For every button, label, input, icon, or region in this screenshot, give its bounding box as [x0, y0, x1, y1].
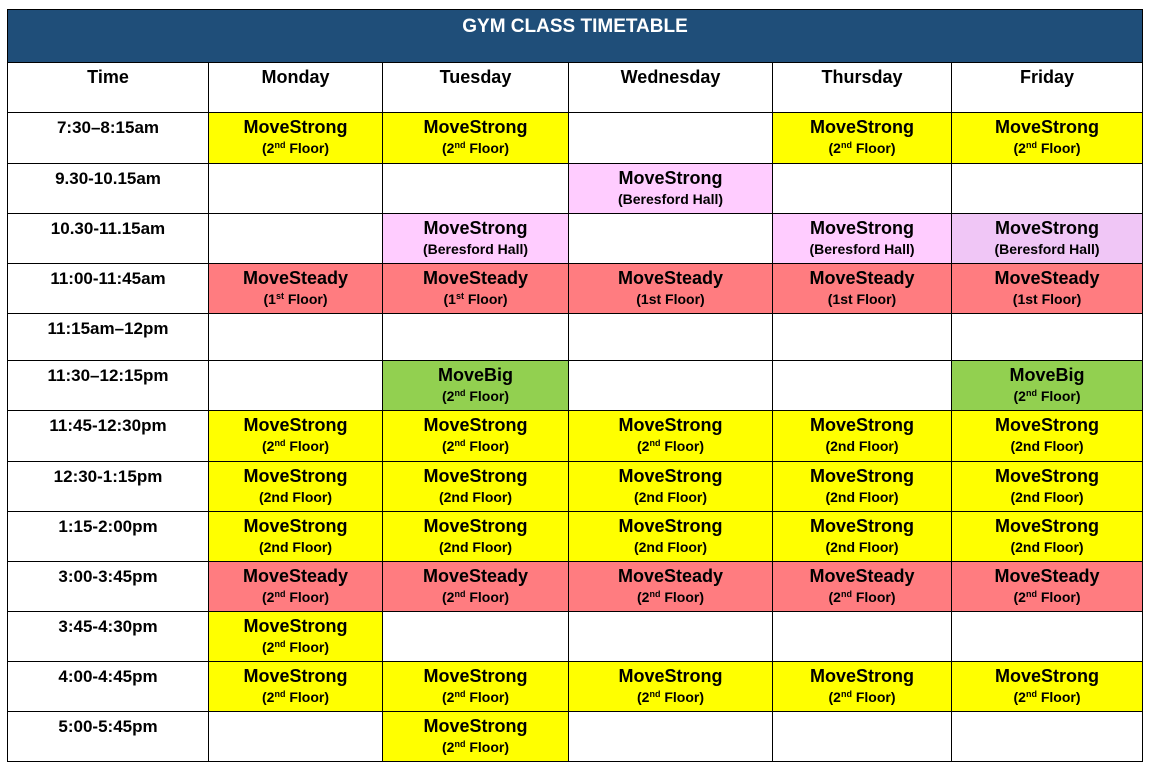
- class-name: MoveStrong: [423, 666, 528, 686]
- class-location: [952, 138, 1142, 158]
- time-slot-label: 11:00-11:45am: [8, 264, 209, 314]
- time-slot-label: 3:45-4:30pm: [8, 612, 209, 662]
- class-name: MoveSteady: [422, 268, 529, 288]
- title-row: [8, 10, 1143, 63]
- class-location: [383, 737, 568, 757]
- table-row: [8, 562, 1143, 612]
- location-text-suffix: Floor): [1036, 388, 1081, 404]
- class-location: [773, 687, 951, 707]
- class-cell: [209, 264, 383, 314]
- location-text: (2: [828, 589, 841, 605]
- floor-ordinal-suffix: nd: [454, 739, 466, 749]
- class-cell: [773, 462, 952, 512]
- location-text: (2: [1013, 140, 1026, 156]
- class-name: MoveSteady: [242, 268, 349, 288]
- class-cell: [569, 662, 773, 712]
- class-location: [569, 587, 772, 607]
- location-text: (2nd Floor): [438, 539, 513, 555]
- floor-ordinal-suffix: nd: [649, 438, 661, 448]
- location-text: (2: [442, 438, 455, 454]
- table-row: [8, 361, 1143, 411]
- location-text-suffix: Floor): [285, 639, 329, 655]
- empty-cell: [569, 712, 773, 762]
- location-text: (2: [442, 689, 455, 705]
- class-name: MoveBig: [437, 365, 513, 385]
- class-location: [209, 587, 382, 607]
- class-name: MoveStrong: [995, 415, 1100, 435]
- table-row: [8, 164, 1143, 214]
- location-text: (2: [637, 689, 650, 705]
- location-text: (2nd Floor): [1010, 539, 1084, 555]
- class-name: MoveStrong: [243, 117, 348, 137]
- class-cell: [952, 562, 1143, 612]
- class-location: [952, 289, 1142, 309]
- time-slot-label: 11:15am–12pm: [8, 314, 209, 361]
- time-slot-label: 10.30-11.15am: [8, 214, 209, 264]
- column-header-monday: Monday: [209, 63, 383, 113]
- class-location: [773, 537, 951, 557]
- class-cell: [773, 113, 952, 164]
- class-name: MoveStrong: [423, 218, 528, 238]
- time-slot-label: 4:00-4:45pm: [8, 662, 209, 712]
- class-location: [952, 587, 1142, 607]
- time-slot-label: 9.30-10.15am: [8, 164, 209, 214]
- class-location: [952, 487, 1142, 507]
- class-cell: [383, 712, 569, 762]
- empty-cell: [773, 361, 952, 411]
- location-text: (2: [262, 438, 275, 454]
- column-header-friday: Friday: [952, 63, 1143, 113]
- empty-cell: [952, 612, 1143, 662]
- class-cell: [383, 562, 569, 612]
- location-text-suffix: Floor): [465, 140, 509, 156]
- floor-ordinal-suffix: nd: [454, 689, 466, 699]
- empty-cell: [209, 214, 383, 264]
- time-slot-label: 3:00-3:45pm: [8, 562, 209, 612]
- class-location: [773, 239, 951, 259]
- empty-cell: [773, 314, 952, 361]
- class-location: [383, 289, 568, 309]
- location-text: (Beresford Hall): [422, 241, 529, 257]
- table-row: [8, 411, 1143, 462]
- floor-ordinal-suffix: nd: [1025, 689, 1037, 699]
- time-slot-label: 11:45-12:30pm: [8, 411, 209, 462]
- column-header-tuesday: Tuesday: [383, 63, 569, 113]
- class-name: MoveSteady: [994, 566, 1100, 586]
- location-text-suffix: Floor): [660, 689, 704, 705]
- location-text: (Beresford Hall): [994, 241, 1100, 257]
- location-text: (2nd Floor): [1010, 438, 1084, 454]
- class-name: MoveStrong: [423, 466, 528, 486]
- location-text: (Beresford Hall): [809, 241, 915, 257]
- empty-cell: [569, 214, 773, 264]
- location-text: (2: [828, 140, 841, 156]
- class-name: MoveStrong: [809, 516, 914, 536]
- timetable-body: [8, 113, 1143, 762]
- table-row: [8, 462, 1143, 512]
- time-slot-label: 5:00-5:45pm: [8, 712, 209, 762]
- floor-ordinal-suffix: nd: [649, 689, 661, 699]
- location-text-suffix: Floor): [851, 589, 896, 605]
- class-location: [569, 537, 772, 557]
- class-location: [569, 289, 772, 309]
- floor-ordinal-suffix: nd: [274, 438, 286, 448]
- class-name: MoveStrong: [809, 117, 914, 137]
- floor-ordinal-suffix: st: [275, 291, 284, 301]
- class-name: MoveStrong: [618, 666, 723, 686]
- table-row: [8, 113, 1143, 164]
- time-slot-label: 11:30–12:15pm: [8, 361, 209, 411]
- location-text: (2: [637, 589, 650, 605]
- class-cell: [569, 264, 773, 314]
- empty-cell: [209, 712, 383, 762]
- location-text-suffix: Floor): [465, 438, 509, 454]
- class-location: [383, 487, 568, 507]
- location-text: (2: [442, 388, 455, 404]
- empty-cell: [569, 361, 773, 411]
- empty-cell: [773, 712, 952, 762]
- class-cell: [952, 361, 1143, 411]
- class-name: MoveStrong: [995, 666, 1100, 686]
- location-text-suffix: Floor): [851, 689, 896, 705]
- location-text-suffix: Floor): [1036, 589, 1081, 605]
- location-text-suffix: Floor): [465, 689, 509, 705]
- class-name: MoveStrong: [809, 666, 914, 686]
- empty-cell: [209, 314, 383, 361]
- class-name: MoveSteady: [422, 566, 529, 586]
- location-text-suffix: Floor): [465, 739, 509, 755]
- location-text: (1st Floor): [827, 291, 897, 307]
- class-location: [952, 687, 1142, 707]
- class-name: MoveStrong: [995, 516, 1100, 536]
- location-text-suffix: Floor): [1036, 689, 1081, 705]
- class-cell: [383, 361, 569, 411]
- location-text-suffix: Floor): [851, 140, 896, 156]
- empty-cell: [569, 113, 773, 164]
- class-location: [383, 537, 568, 557]
- location-text: (2: [1013, 589, 1026, 605]
- time-slot-label: 7:30–8:15am: [8, 113, 209, 164]
- time-slot-label: 12:30-1:15pm: [8, 462, 209, 512]
- class-cell: [209, 612, 383, 662]
- location-text: (2nd Floor): [633, 539, 708, 555]
- class-cell: [209, 512, 383, 562]
- class-name: MoveStrong: [243, 666, 348, 686]
- class-cell: [569, 512, 773, 562]
- location-text-suffix: Floor): [465, 388, 509, 404]
- location-text: (2nd Floor): [1010, 489, 1084, 505]
- class-cell: [773, 562, 952, 612]
- class-location: [383, 138, 568, 158]
- location-text: (2nd Floor): [825, 489, 899, 505]
- class-name: MoveStrong: [243, 516, 348, 536]
- class-cell: [773, 214, 952, 264]
- header-row: [8, 63, 1143, 113]
- location-text-suffix: Floor): [285, 140, 329, 156]
- class-name: MoveStrong: [423, 415, 528, 435]
- class-name: MoveStrong: [618, 466, 723, 486]
- floor-ordinal-suffix: nd: [274, 140, 286, 150]
- empty-cell: [383, 612, 569, 662]
- class-cell: [569, 462, 773, 512]
- location-text: (2nd Floor): [438, 489, 513, 505]
- empty-cell: [209, 361, 383, 411]
- class-cell: [952, 462, 1143, 512]
- class-location: [952, 537, 1142, 557]
- location-text: (2: [262, 689, 275, 705]
- location-text: (2: [442, 589, 455, 605]
- class-location: [569, 436, 772, 456]
- class-cell: [773, 411, 952, 462]
- table-row: [8, 662, 1143, 712]
- empty-cell: [952, 314, 1143, 361]
- empty-cell: [209, 164, 383, 214]
- class-cell: [569, 562, 773, 612]
- class-name: MoveStrong: [809, 415, 914, 435]
- location-text-suffix: Floor): [1036, 140, 1081, 156]
- class-location: [383, 239, 568, 259]
- floor-ordinal-suffix: nd: [454, 140, 466, 150]
- floor-ordinal-suffix: nd: [840, 140, 852, 150]
- class-location: [952, 436, 1142, 456]
- class-cell: [569, 411, 773, 462]
- class-name: MoveStrong: [618, 516, 723, 536]
- floor-ordinal-suffix: nd: [840, 589, 852, 599]
- class-name: MoveStrong: [423, 117, 528, 137]
- location-text-suffix: Floor): [660, 589, 704, 605]
- location-text-suffix: Floor): [660, 438, 704, 454]
- class-name: MoveSteady: [994, 268, 1100, 288]
- class-name: MoveSteady: [809, 268, 915, 288]
- class-cell: [383, 411, 569, 462]
- class-cell: [773, 264, 952, 314]
- class-name: MoveSteady: [617, 566, 724, 586]
- class-location: [569, 189, 772, 209]
- empty-cell: [773, 164, 952, 214]
- class-cell: [383, 113, 569, 164]
- location-text-suffix: Floor): [465, 589, 509, 605]
- class-location: [383, 687, 568, 707]
- class-cell: [952, 113, 1143, 164]
- location-text: (2nd Floor): [258, 539, 333, 555]
- class-location: [209, 487, 382, 507]
- floor-ordinal-suffix: nd: [454, 388, 466, 398]
- floor-ordinal-suffix: nd: [274, 589, 286, 599]
- class-location: [773, 289, 951, 309]
- class-name: MoveStrong: [243, 466, 348, 486]
- floor-ordinal-suffix: nd: [1025, 140, 1037, 150]
- class-location: [773, 487, 951, 507]
- location-text-suffix: Floor): [285, 438, 329, 454]
- empty-cell: [952, 712, 1143, 762]
- location-text: (Beresford Hall): [617, 191, 724, 207]
- location-text: (2: [828, 689, 841, 705]
- location-text: (1st Floor): [636, 291, 705, 307]
- class-cell: [952, 512, 1143, 562]
- location-text: (1: [443, 291, 456, 307]
- class-location: [569, 487, 772, 507]
- class-name: MoveSteady: [809, 566, 915, 586]
- timetable: [7, 9, 1143, 762]
- empty-cell: [383, 314, 569, 361]
- empty-cell: [569, 314, 773, 361]
- empty-cell: [569, 612, 773, 662]
- class-cell: [383, 462, 569, 512]
- class-cell: [952, 662, 1143, 712]
- class-cell: [383, 264, 569, 314]
- class-name: MoveStrong: [995, 466, 1100, 486]
- floor-ordinal-suffix: nd: [1025, 388, 1037, 398]
- class-location: [773, 587, 951, 607]
- table-row: [8, 214, 1143, 264]
- class-cell: [952, 264, 1143, 314]
- location-text: (2nd Floor): [258, 489, 333, 505]
- class-name: MoveSteady: [617, 268, 724, 288]
- class-name: MoveStrong: [995, 117, 1100, 137]
- class-cell: [383, 214, 569, 264]
- empty-cell: [383, 164, 569, 214]
- floor-ordinal-suffix: nd: [840, 689, 852, 699]
- location-text: (2: [262, 140, 275, 156]
- class-name: MoveStrong: [423, 716, 528, 736]
- class-location: [383, 386, 568, 406]
- location-text-suffix: Floor): [285, 589, 329, 605]
- class-name: MoveStrong: [423, 516, 528, 536]
- class-location: [383, 587, 568, 607]
- location-text: (2: [1013, 388, 1026, 404]
- class-name: MoveStrong: [618, 415, 723, 435]
- class-location: [952, 239, 1142, 259]
- class-name: MoveBig: [1009, 365, 1085, 385]
- class-location: [383, 436, 568, 456]
- class-name: MoveStrong: [243, 616, 348, 636]
- class-location: [209, 138, 382, 158]
- floor-ordinal-suffix: nd: [274, 639, 286, 649]
- timetable-title: GYM CLASS TIMETABLE: [8, 10, 1143, 63]
- class-location: [209, 637, 382, 657]
- location-text: (2: [262, 589, 275, 605]
- class-cell: [209, 462, 383, 512]
- table-row: [8, 612, 1143, 662]
- class-location: [773, 436, 951, 456]
- location-text: (2nd Floor): [825, 438, 899, 454]
- floor-ordinal-suffix: st: [455, 291, 464, 301]
- location-text: (2nd Floor): [633, 489, 708, 505]
- column-header-thursday: Thursday: [773, 63, 952, 113]
- class-location: [209, 687, 382, 707]
- table-row: [8, 264, 1143, 314]
- class-cell: [383, 512, 569, 562]
- location-text-suffix: Floor): [463, 291, 508, 307]
- class-name: MoveStrong: [809, 466, 914, 486]
- class-location: [569, 687, 772, 707]
- location-text: (2nd Floor): [825, 539, 899, 555]
- floor-ordinal-suffix: nd: [454, 438, 466, 448]
- class-cell: [383, 662, 569, 712]
- floor-ordinal-suffix: nd: [454, 589, 466, 599]
- class-location: [209, 289, 382, 309]
- class-cell: [209, 662, 383, 712]
- location-text: (2: [637, 438, 650, 454]
- class-name: MoveStrong: [995, 218, 1100, 238]
- floor-ordinal-suffix: nd: [1025, 589, 1037, 599]
- empty-cell: [952, 164, 1143, 214]
- class-cell: [773, 512, 952, 562]
- location-text: (2: [262, 639, 275, 655]
- floor-ordinal-suffix: nd: [274, 689, 286, 699]
- location-text-suffix: Floor): [283, 291, 328, 307]
- table-row: [8, 712, 1143, 762]
- empty-cell: [773, 612, 952, 662]
- floor-ordinal-suffix: nd: [649, 589, 661, 599]
- class-location: [773, 138, 951, 158]
- table-row: [8, 314, 1143, 361]
- class-location: [209, 537, 382, 557]
- class-cell: [209, 562, 383, 612]
- location-text: (2: [442, 739, 455, 755]
- location-text: (2: [442, 140, 455, 156]
- column-header-wednesday: Wednesday: [569, 63, 773, 113]
- class-cell: [952, 214, 1143, 264]
- table-row: [8, 512, 1143, 562]
- class-cell: [569, 164, 773, 214]
- class-location: [952, 386, 1142, 406]
- class-cell: [952, 411, 1143, 462]
- column-header-time: Time: [8, 63, 209, 113]
- class-location: [209, 436, 382, 456]
- location-text: (1: [263, 291, 276, 307]
- class-name: MoveSteady: [242, 566, 349, 586]
- class-name: MoveStrong: [809, 218, 914, 238]
- location-text: (2: [1013, 689, 1026, 705]
- class-name: MoveStrong: [243, 415, 348, 435]
- time-slot-label: 1:15-2:00pm: [8, 512, 209, 562]
- location-text: (1st Floor): [1012, 291, 1082, 307]
- class-name: MoveStrong: [618, 168, 723, 188]
- class-cell: [209, 411, 383, 462]
- class-cell: [209, 113, 383, 164]
- class-cell: [773, 662, 952, 712]
- location-text-suffix: Floor): [285, 689, 329, 705]
